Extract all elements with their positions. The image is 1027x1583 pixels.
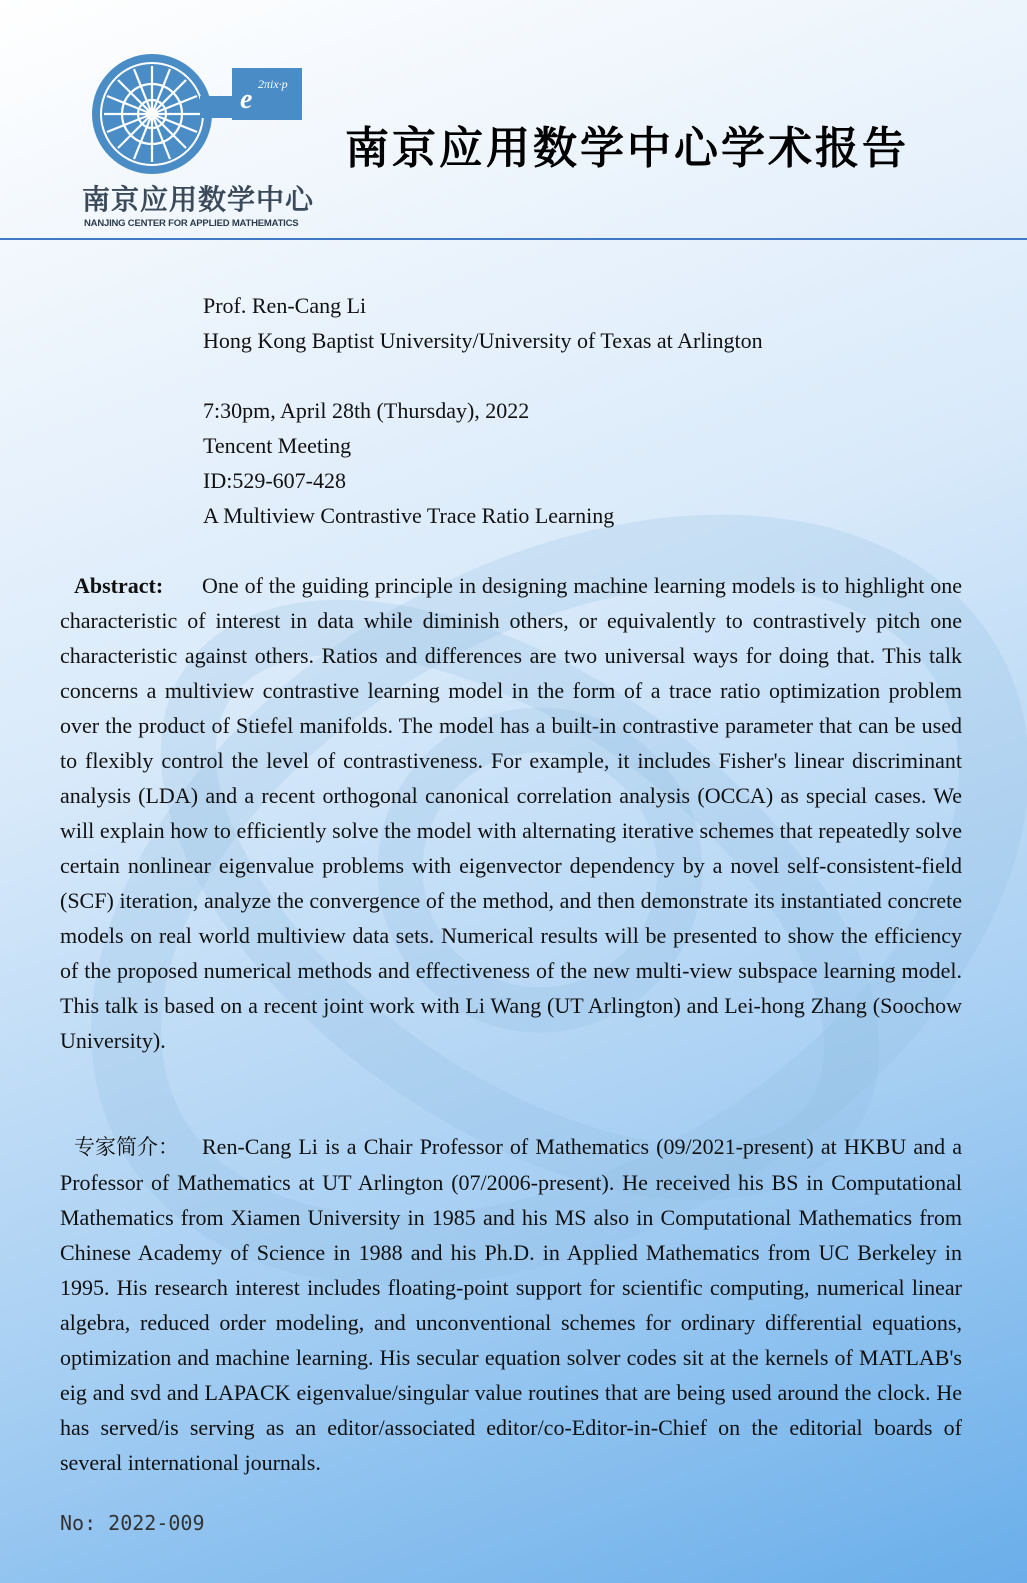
speaker-value: Prof. Ren-Cang Li xyxy=(203,293,367,318)
logo-chinese-name: 南京应用数学中心 xyxy=(82,183,315,216)
affiliation-value: Hong Kong Baptist University/University of Texas at Arlington xyxy=(203,328,763,353)
logo-english-name: NANJING CENTER FOR APPLIED MATHEMATICS xyxy=(84,218,299,229)
bio-label: 专家简介： xyxy=(74,1135,179,1159)
svg-text:e: e xyxy=(240,84,253,115)
report-number: No: 2022-009 xyxy=(60,1511,205,1535)
abstract-label: Abstract: xyxy=(74,573,164,598)
abstract-text: One of the guiding principle in designing machine learning models is to highlight one characteristic of interest in data while diminish others, or equivalently to contrastively pitch one characteristic against others. Ratios and differences are two universal ways for doing that. This talk concerns a multiview contrastive learning model in the form of a trace ratio optimization problem over the product of Stiefel manifolds. The model has a built-in contrastive parameter that can be used to flexibly control the level of contrastiveness. For example, it includes Fisher's linear discriminant analysis (LDA) and a recent orthogonal canonical correlation analysis (OCCA) as special cases. We will explain how to efficiently solve the model with alternating iterative schemes that repeatedly solve certain nonlinear eigenvalue problems with eigenvector dependency by a novel self-consistent-field (SCF) iteration, analyze the convergence of the method, and then demonstrate its instantiated concrete models on real world multiview data sets. Numerical results will be presented to show the efficiency of the proposed numerical methods and effectiveness of the new multi-view subspace learning model. This talk is based on a recent joint work with Li Wang (UT Arlington) and Lei-hong Zhang (Soochow University). xyxy=(60,573,962,1053)
bio-paragraph xyxy=(60,1129,962,1480)
bio-text: Ren-Cang Li is a Chair Professor of Mathematics (09/2021-present) at HKBU and a Professor of Mathematics at UT Arlington (07/2006-present). He received his BS in Computational Mathematics from Xiamen University in 1985 and his MS also in Computational Mathematics from Chinese Academy of Science in 1988 and his Ph.D. in Applied Mathematics from UC Berkeley in 1995. His research interest includes floating-point support for scientific computing, numerical linear algebra, reduced order modeling, and unconventional schemes for ordinary differential equations, optimization and machine learning. His secular equation solver codes sit at the kernels of MATLAB's eig and svd and LAPACK eigenvalue/singular value routines that are being used around the clock. He has served/is serving as an editor/associated editor/co-Editor-in-Chief on the editorial boards of several international journals. xyxy=(60,1134,962,1475)
time-value: 7:30pm, April 28th (Thursday), 2022 xyxy=(203,398,530,423)
talk-title: A Multiview Contrastive Trace Ratio Learning xyxy=(203,503,615,528)
abstract-paragraph xyxy=(60,568,962,1058)
meeting-id-value: ID:529-607-428 xyxy=(203,468,346,493)
svg-text:2πix·p: 2πix·p xyxy=(258,77,288,91)
page-title: 南京应用数学中心学术报告 xyxy=(345,123,909,174)
venue-value: Tencent Meeting xyxy=(203,433,352,458)
